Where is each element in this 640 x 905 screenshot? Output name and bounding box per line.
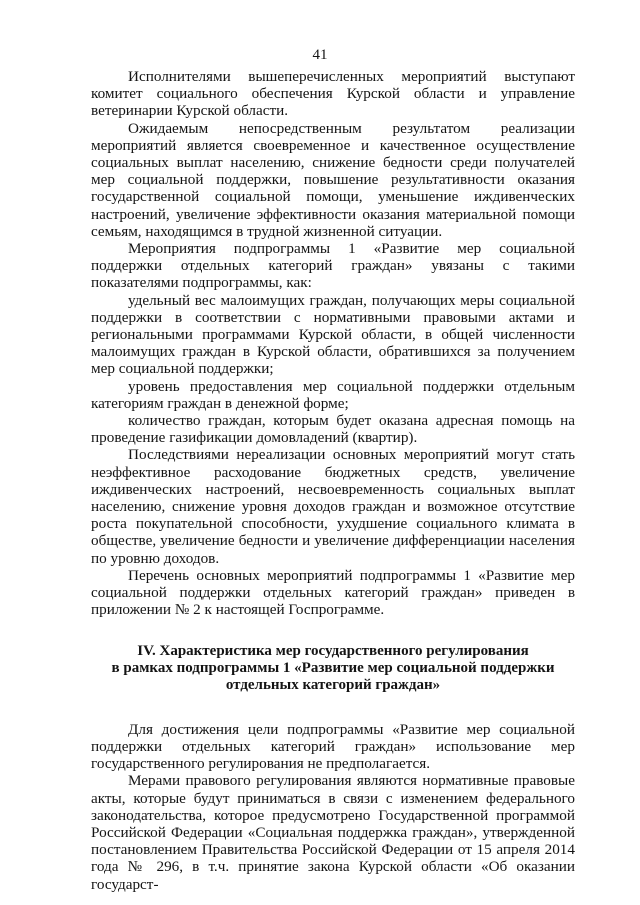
section-heading-line-3: отдельных категорий граждан» xyxy=(225,677,441,694)
paragraph-indicator-share: удельный вес малоимущих граждан, получающих меры социальной поддержки в соответствии с нормативными правовыми актами и региональными программами Курской области, в общей численности малоимущих граждан в Курской области, обратившихся за получением мер социальной поддержки; xyxy=(91,291,575,378)
paragraph-indicators-intro: Мероприятия подпрограммы 1 «Развитие мер социальной поддержки отдельных категорий граждан» увязаны с такими показателями подпрограммы, как: xyxy=(91,240,575,292)
paragraph-indicator-level: уровень предоставления мер социальной поддержки отдельным категориям граждан в денежной форме; xyxy=(91,377,575,412)
paragraph-activities-list: Перечень основных мероприятий подпрограммы 1 «Развитие мер социальной поддержки отдельных категорий граждан» приведен в приложении № 2 к настоящей Госпрограмме. xyxy=(91,566,575,619)
paragraph-indicator-count: количество граждан, которым будет оказана адресная помощь на проведение газификации домовладений (квартир). xyxy=(91,412,575,447)
paragraph-expected-result: Ожидаемым непосредственным результатом реализации мероприятий является своевременное и качественное осуществление социальных выплат населению, снижение бедности среди получателей мер социальной поддержки, повышение результативности оказания государственной социальной помощи, уменьшение иждивенческих настроений, увеличение эффективности оказания материальной помощи семьям, находящимся в трудной жизненной ситуации. xyxy=(91,119,575,240)
section-heading-line-2: в рамках подпрограммы 1 «Развитие мер социальной поддержки xyxy=(111,659,555,676)
paragraph-executors: Исполнителями вышеперечисленных мероприятий выступают комитет социального обеспечения Курской области и управление ветеринарии Курской области. xyxy=(91,68,575,120)
paragraph-legal-regulation: Мерами правового регулирования являются нормативные правовые акты, которые будут приниматься в связи с изменением федерального законодательства, которое предусмотрено Государственной программой Российской Федерации «Социальная поддержка граждан», утвержденной постановлением Правительства Российской Федерации от 15 апреля 2014 года № 296, в т.ч. принятие закона Курской области «Об оказании государст- xyxy=(91,772,575,893)
paragraph-consequences: Последствиями нереализации основных мероприятий могут стать неэффективное расходование бюджетных средств, увеличение иждивенческих настроений, несвоевременность социальных выплат населению, снижение уровня доходов граждан и возможное отсутствие роста покупательной способности, ухудшение социального климата в обществе, увеличение бедности и увеличение дифференциации населения по уровню доходов. xyxy=(91,446,575,567)
section-heading xyxy=(91,643,575,695)
page-number: 41 xyxy=(312,47,328,63)
section-heading-line-1: IV. Характеристика мер государственного регулирования xyxy=(137,642,529,659)
paragraph-regulation-not-used: Для достижения цели подпрограммы «Развитие мер социальной поддержки отдельных категорий граждан» использование мер государственного регулирования не предполагается. xyxy=(91,720,575,773)
document-body xyxy=(91,68,575,893)
